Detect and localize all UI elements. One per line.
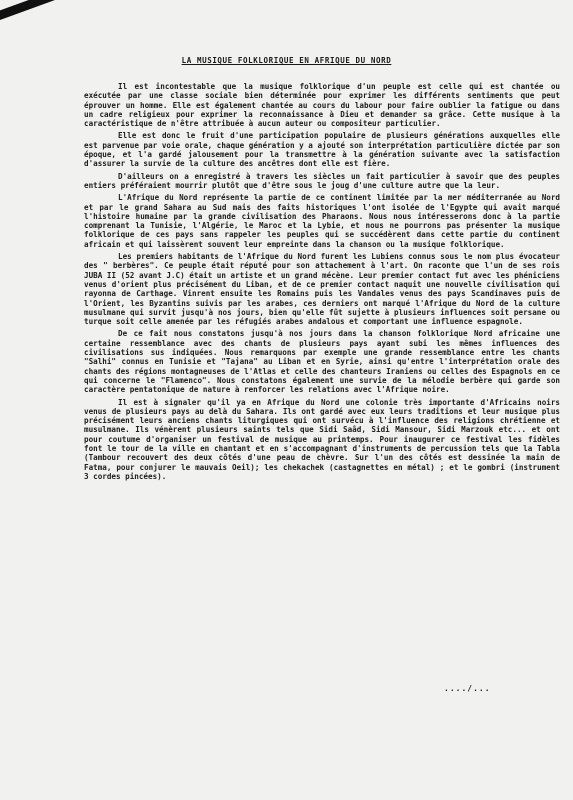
paragraph: Elle est donc le fruit d'une participation populaire de plusieurs générations auxquelles elle est parvenue par voie orale, chaque génération y a ajouté son interprétation particulière dictée par son époque, et l'a gardé jalousement pour la transmettre à la génération suivante avec la satisfaction d'assurer la survie de la culture des ancêtres dont elle est fière. (84, 131, 560, 169)
document-body (84, 82, 560, 484)
document-title: LA MUSIQUE FOLKLORIQUE EN AFRIQUE DU NORD (181, 56, 392, 65)
paragraph: Il est incontestable que la musique folklorique d'un peuple est celle qui est chantée ou exécutée par une classe sociale bien déterminée pour exprimer les différents sentiments que peut éprouver un homme. Elle est également chantée au cours du labour pour faire oublier la fatigue ou dans un cadre religieux pour exprimer la reconnaissance à Dieu et demander sa grâce. Cette musique à la caractéristique de n'être attribuée à aucun auteur ou compositeur particulier. (84, 82, 560, 129)
paragraph: D'ailleurs on a enregistré à travers les siècles un fait particulier à savoir que des peuples entiers préféraient mourrir plutôt que d'être sous le joug d'une culture autre que la leur. (84, 171, 560, 190)
paragraph: De ce fait nous constatons jusqu'à nos jours dans la chanson folklorique Nord africaine une certaine ressemblance avec des chants de plusieurs pays ayant subi les mêmes influences des civilisations sus indiquées. Nous remarquons par exemple une grande ressemblance entre les chants "Salhi" connus en Tunisie et "Tajana" au Liban et en Syrie, ainsi qu'entre l'interprétation orale des chants des régions montagneuses de l'Atlas et celle des chanteurs Iraniens ou celles des Espagnols en ce qui concerne le "Flamenco". Nous constatons également une survie de la mélodie berbère qui garde son caractère pentatonique de nature à renforcer les relations avec l'Afrique noire. (84, 329, 560, 395)
paragraph: Il est à signaler qu'il ya en Afrique du Nord une colonie très importante d'Africains noirs venus de plusieurs pays au delà du Sahara. Ils ont gardé avec eux leurs traditions et leur musique plus précisément leurs anciens chants liturgiques qui ont survécu à l'influence des religions chrétienne et musulmane. Ils vénèrent plusieurs saints tels que Sidi Saâd, Sidi Mansour, Sidi Marzouk etc... et ont pour coutume d'organiser un festival de musique au printemps. Pour inaugurer ce festival les fidèles font le tour de la ville en chantant et en s'accompagnant d'instruments de percussion tels que la Tabla (Tambour recouvert des deux côtés d'une peau de chèvre. Sur l'un des côtés est dessinée la main de Fatma, pour conjurer le mauvais Oeil); les chekachek (castagnettes en métal) ; et le gombri (instrument 3 cordes pincées). (84, 397, 560, 481)
paragraph: Les premiers habitants de l'Afrique du Nord furent les Lubiens connus sous le nom plus évocateur des " berbères". Ce peuple était réputé pour son attachement à l'art. On raconte que l'un de ses rois JUBA II (52 avant J.C) était un artiste et un grand mécène. Leur premier contact fut avec les phéniciens venus d'orient plus précisément du Liban, et de ce premier contact naquit une nouvelle civilisation qui rayonna de Carthage. Vinrent ensuite les Romains puis les Vandales venus des pays Scandinaves puis de l'Orient, les Byzantins suivis par les arabes, ces derniers ont marqué l'Afrique du Nord de la culture musulmane qui survit jusqu'à nos jours, bien qu'elle fût sujette à plusieurs influences soit persane ou turque soit celle amenée par les réfugiés arabes andalous et comportant une influence espagnole. (84, 252, 560, 327)
continuation-mark: ..../... (444, 684, 491, 693)
staple-mark (0, 0, 94, 27)
paragraph: L'Afrique du Nord représente la partie de ce continent limitée par la mer méditerranée au Nord et par le grand Sahara au Sud mais des faits historiques l'ont isolée de l'Egypte qui avait marqué l'histoire humaine par la grande civilisation des Pharaons. Nous nous intéresserons donc à la partie comprenant la Tunisie, l'Algérie, le Maroc et la Lybie, et nous ne pourrons pas présenter la musique folklorique de ces pays sans rappeler les peuples qui se succédèrent dans cette partie du continent africain et qui laissèrent souvent leur empreinte dans la chanson ou la musique folklorique. (84, 193, 560, 249)
